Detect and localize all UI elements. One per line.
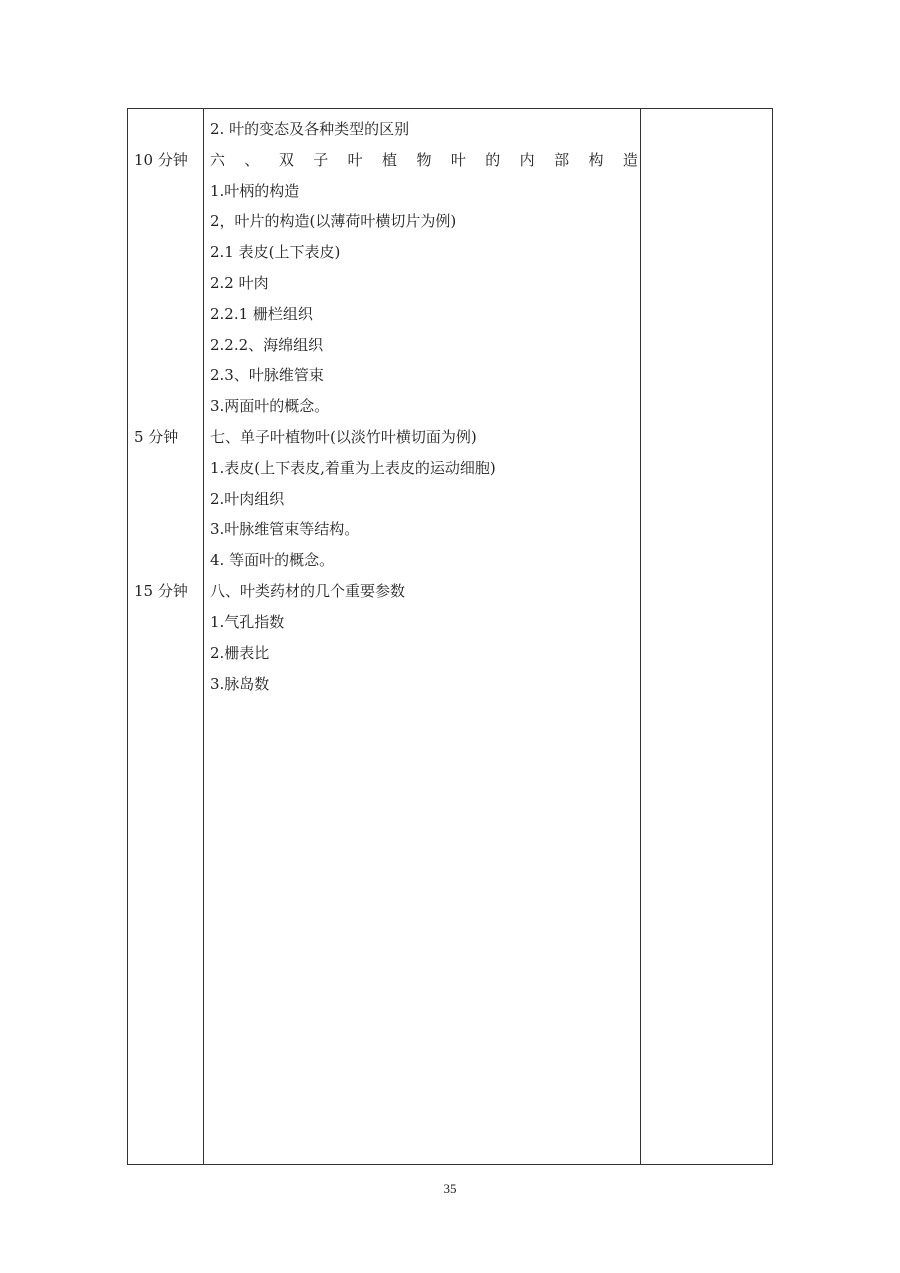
heading-char: 的 (485, 151, 501, 169)
heading-char: 内 (519, 151, 535, 169)
content-line: 3.脉岛数 (210, 675, 270, 693)
content-line: 1.叶柄的构造 (210, 182, 300, 200)
content-line: 1.表皮(上下表皮,着重为上表皮的运动细胞) (210, 459, 496, 477)
time-label-15min: 15 分钟 (134, 582, 188, 600)
heading-char: 物 (416, 151, 432, 169)
time-label-10min: 10 分钟 (134, 151, 188, 169)
content-line: 2.2 叶肉 (210, 274, 269, 292)
section-heading-leaf-parameters: 八、叶类药材的几个重要参数 (210, 582, 406, 600)
time-label-5min: 5 分钟 (134, 428, 179, 446)
content-line: 4. 等面叶的概念。 (210, 551, 335, 569)
heading-char: 造 (622, 151, 638, 169)
heading-char: 双 (278, 151, 294, 169)
heading-char: 叶 (450, 151, 466, 169)
page-number: 35 (443, 1181, 457, 1196)
content-line: 2.2.1 栅栏组织 (210, 305, 313, 323)
heading-char: 构 (588, 151, 604, 169)
heading-char: 叶 (347, 151, 363, 169)
content-line: 3.叶脉维管束等结构。 (210, 520, 360, 538)
content-line: 2. 叶的变态及各种类型的区别 (210, 120, 410, 138)
notes-column-divider (640, 109, 641, 1164)
content-line: 2.2.2、海绵组织 (210, 336, 324, 354)
lesson-plan-table (127, 108, 773, 1165)
heading-char: 、 (244, 151, 260, 169)
heading-char: 植 (382, 151, 398, 169)
heading-char: 部 (554, 151, 570, 169)
content-line: 2.栅表比 (210, 644, 270, 662)
content-line: 2.3、叶脉维管束 (210, 366, 324, 384)
content-line: 2.1 表皮(上下表皮) (210, 243, 341, 261)
content-line: 2，叶片的构造(以薄荷叶横切片为例) (210, 212, 457, 230)
content-line: 1.气孔指数 (210, 613, 285, 631)
heading-char: 子 (313, 151, 329, 169)
heading-char: 六 (210, 151, 226, 169)
time-column-divider (203, 109, 204, 1164)
content-line: 2.叶肉组织 (210, 490, 285, 508)
section-heading-dicot-leaf-structure (210, 151, 638, 169)
content-line: 3.两面叶的概念。 (210, 397, 330, 415)
section-heading-monocot-leaf: 七、单子叶植物叶(以淡竹叶横切面为例) (210, 428, 477, 446)
